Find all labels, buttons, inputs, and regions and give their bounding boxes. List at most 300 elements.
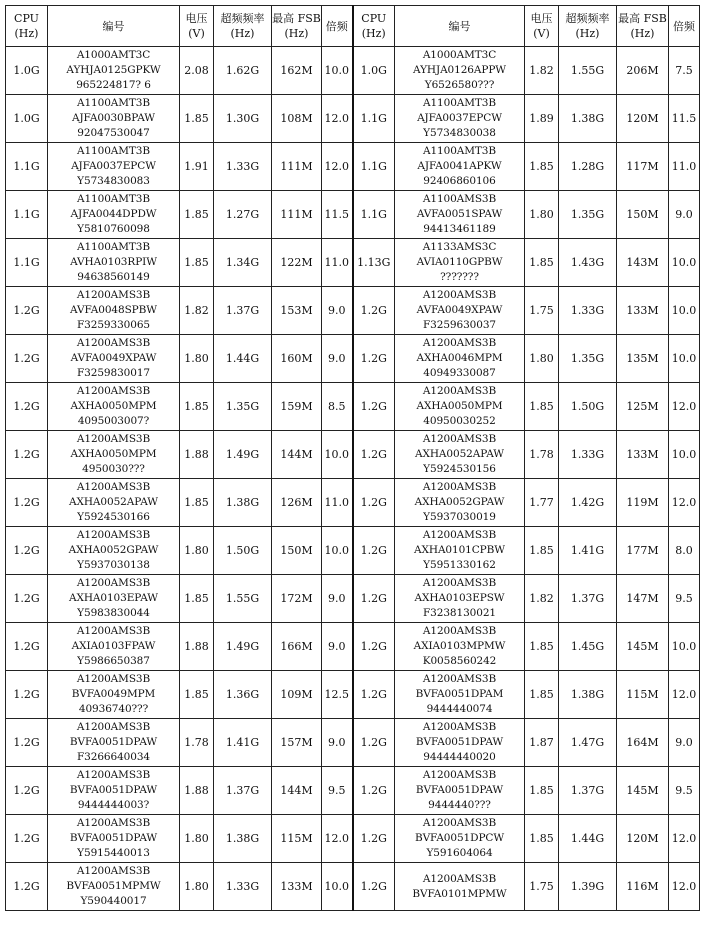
cpu-freq-cell-right: 1.2G [353,815,395,863]
header-cpu-left [6,6,48,47]
voltage-cell-right: 1.80 [525,191,559,239]
multiplier-cell-left: 9.0 [322,287,353,335]
code-cell-left [48,815,180,863]
oc-freq-cell-right: 1.35G [559,335,617,383]
oc-freq-cell-right: 1.28G [559,143,617,191]
multiplier-cell-right: 9.5 [669,575,700,623]
header-unit: (Hz) [284,27,309,40]
code-line: AYHJA0126APPW [413,64,506,76]
cpu-freq-cell-left: 1.2G [6,719,48,767]
code-line: Y5986650387 [77,655,150,667]
multiplier-cell-left: 10.0 [322,527,353,575]
max-fsb-cell-left: 162M [272,47,322,95]
code-cell-left [48,767,180,815]
code-line: A1200AMS3B [422,577,497,589]
table-row [6,575,700,623]
voltage-cell-left: 2.08 [180,47,214,95]
multiplier-cell-left: 12.0 [322,95,353,143]
max-fsb-cell-right: 145M [617,623,669,671]
code-cell-right [395,383,525,431]
code-cell-left [48,47,180,95]
code-line: Y5734830083 [77,175,150,187]
table-body [6,47,700,911]
voltage-cell-right: 1.85 [525,767,559,815]
oc-freq-cell-left: 1.62G [214,47,272,95]
code-line: AXHA0050MPM [70,448,157,460]
code-line: A1200AMS3B [76,769,151,781]
code-line: A1100AMT3B [76,97,151,109]
max-fsb-cell-left: 172M [272,575,322,623]
code-line: Y5924530166 [77,511,150,523]
code-line: AVIA0110GPBW [416,256,503,268]
cpu-freq-cell-right: 1.2G [353,479,395,527]
header-row [6,6,700,47]
multiplier-cell-left: 9.0 [322,575,353,623]
table-row [6,527,700,575]
table-row [6,719,700,767]
code-line: A1200AMS3B [76,865,151,877]
oc-freq-cell-right: 1.41G [559,527,617,575]
code-cell-left [48,431,180,479]
multiplier-cell-left: 9.0 [322,335,353,383]
header-max-fsb-left [272,6,322,47]
table-row [6,431,700,479]
voltage-cell-right: 1.75 [525,287,559,335]
code-line: A1200AMS3B [422,721,497,733]
code-line: Y591604064 [426,847,493,859]
voltage-cell-right: 1.85 [525,671,559,719]
code-line: BVFA0051DPAW [69,784,158,796]
code-line: 94638560149 [77,271,150,283]
multiplier-cell-right: 10.0 [669,623,700,671]
code-line: A1200AMS3B [76,625,151,637]
multiplier-cell-right: 12.0 [669,863,700,911]
voltage-cell-left: 1.80 [180,863,214,911]
multiplier-cell-right: 12.0 [669,479,700,527]
code-cell-left [48,479,180,527]
multiplier-cell-left: 10.0 [322,47,353,95]
oc-freq-cell-right: 1.50G [559,383,617,431]
code-cell-right [395,767,525,815]
code-line: 94413461189 [423,223,496,235]
multiplier-cell-right: 9.5 [669,767,700,815]
code-cell-left [48,575,180,623]
voltage-cell-right: 1.85 [525,815,559,863]
cpu-overclock-table [5,5,700,911]
cpu-freq-cell-right: 1.2G [353,719,395,767]
cpu-freq-cell-right: 1.2G [353,431,395,479]
max-fsb-cell-left: 109M [272,671,322,719]
code-line: 40950030252 [423,415,496,427]
max-fsb-cell-right: 177M [617,527,669,575]
oc-freq-cell-left: 1.55G [214,575,272,623]
cpu-freq-cell-left: 1.2G [6,815,48,863]
voltage-cell-left: 1.85 [180,479,214,527]
code-line: 9444440??? [428,799,491,811]
cpu-freq-cell-left: 1.2G [6,671,48,719]
multiplier-cell-right: 9.0 [669,719,700,767]
code-line: A1200AMS3B [422,529,497,541]
cpu-freq-cell-right: 1.1G [353,95,395,143]
table-row [6,143,700,191]
multiplier-cell-left: 8.5 [322,383,353,431]
cpu-freq-cell-left: 1.2G [6,335,48,383]
voltage-cell-left: 1.88 [180,431,214,479]
oc-freq-cell-left: 1.33G [214,143,272,191]
multiplier-cell-right: 8.0 [669,527,700,575]
header-label: 电压 [530,12,553,25]
code-line: AXIA0103FPAW [71,640,156,652]
code-line: AVFA0049XPAW [416,304,503,316]
code-line: A1200AMS3B [422,481,497,493]
header-voltage-left [180,6,214,47]
cpu-freq-cell-right: 1.2G [353,623,395,671]
max-fsb-cell-right: 206M [617,47,669,95]
multiplier-cell-right: 12.0 [669,383,700,431]
code-line: BVFA0051DPAW [69,736,158,748]
table-row [6,671,700,719]
max-fsb-cell-right: 164M [617,719,669,767]
header-unit: (Hz) [14,27,39,40]
oc-freq-cell-right: 1.37G [559,575,617,623]
voltage-cell-right: 1.82 [525,47,559,95]
max-fsb-cell-left: 153M [272,287,322,335]
max-fsb-cell-right: 120M [617,95,669,143]
code-line: Y5915440013 [77,847,150,859]
code-line: A1100AMS3B [422,193,497,205]
code-line: A1000AMT3C [422,49,497,61]
code-line: Y5810760098 [77,223,150,235]
code-line: ??????? [440,271,479,283]
code-cell-left [48,239,180,287]
code-cell-right [395,719,525,767]
table-header [6,6,700,47]
cpu-freq-cell-left: 1.1G [6,239,48,287]
code-cell-left [48,863,180,911]
header-label: 超频频率 [220,12,265,25]
max-fsb-cell-left: 126M [272,479,322,527]
code-cell-right [395,623,525,671]
header-label: CPU [14,12,39,25]
cpu-freq-cell-right: 1.2G [353,863,395,911]
code-cell-left [48,623,180,671]
voltage-cell-left: 1.85 [180,95,214,143]
oc-freq-cell-left: 1.44G [214,335,272,383]
voltage-cell-right: 1.85 [525,383,559,431]
code-line: A1200AMS3B [76,289,151,301]
code-line: 94444440020 [423,751,496,763]
header-unit: (Hz) [630,27,655,40]
max-fsb-cell-left: 150M [272,527,322,575]
code-line: F3259330065 [77,319,150,331]
header-multiplier-right [669,6,700,47]
code-cell-right [395,863,525,911]
cpu-freq-cell-left: 1.2G [6,479,48,527]
cpu-freq-cell-left: 1.2G [6,575,48,623]
code-line: 965224817? 6 [76,79,151,91]
code-cell-right [395,287,525,335]
oc-freq-cell-right: 1.37G [559,767,617,815]
oc-freq-cell-left: 1.49G [214,431,272,479]
voltage-cell-right: 1.89 [525,95,559,143]
cpu-freq-cell-right: 1.1G [353,143,395,191]
code-line: BVFA0101MPMW [412,887,507,900]
code-line: BVFA0051DPAW [415,736,504,748]
code-cell-left [48,671,180,719]
code-line: AXIA0103MPMW [413,640,506,652]
max-fsb-cell-right: 145M [617,767,669,815]
header-label: CPU [361,12,387,25]
table-row [6,47,700,95]
cpu-overclock-table-wrapper [5,5,699,927]
oc-freq-cell-left: 1.41G [214,719,272,767]
code-line: AXHA0050MPM [416,400,503,412]
code-cell-left [48,143,180,191]
code-line: F3259830017 [77,367,150,379]
code-cell-right [395,431,525,479]
code-line: A1100AMT3B [422,97,497,109]
code-cell-left [48,383,180,431]
cpu-freq-cell-left: 1.0G [6,95,48,143]
multiplier-cell-left: 9.0 [322,623,353,671]
cpu-freq-cell-right: 1.2G [353,767,395,815]
code-line: AJFA0037EPCW [417,112,502,124]
code-line: AXHA0052GPAW [68,544,159,556]
header-max-fsb-right [617,6,669,47]
code-line: A1200AMS3B [422,872,497,885]
multiplier-cell-left: 11.0 [322,239,353,287]
oc-freq-cell-left: 1.37G [214,287,272,335]
voltage-cell-right: 1.85 [525,527,559,575]
multiplier-cell-right: 7.5 [669,47,700,95]
max-fsb-cell-left: 122M [272,239,322,287]
code-cell-right [395,575,525,623]
max-fsb-cell-right: 135M [617,335,669,383]
cpu-freq-cell-left: 1.2G [6,863,48,911]
code-cell-left [48,95,180,143]
voltage-cell-left: 1.85 [180,383,214,431]
code-line: BVFA0051DPCW [414,832,505,844]
multiplier-cell-right: 9.0 [669,191,700,239]
cpu-freq-cell-left: 1.2G [6,431,48,479]
code-line: Y6526580??? [424,79,495,91]
cpu-freq-cell-right: 1.2G [353,527,395,575]
cpu-freq-cell-right: 1.2G [353,287,395,335]
code-cell-right [395,671,525,719]
voltage-cell-right: 1.80 [525,335,559,383]
voltage-cell-right: 1.75 [525,863,559,911]
header-label: 编号 [102,19,125,33]
code-cell-left [48,287,180,335]
oc-freq-cell-right: 1.39G [559,863,617,911]
table-row [6,863,700,911]
code-line: 92047530047 [77,127,150,139]
cpu-freq-cell-left: 1.2G [6,383,48,431]
multiplier-cell-left: 10.0 [322,863,353,911]
code-line: AVFA0049XPAW [70,352,157,364]
code-line: BVFA0051DPAM [415,688,504,700]
code-line: A1200AMS3B [422,817,497,829]
code-cell-right [395,335,525,383]
oc-freq-cell-left: 1.50G [214,527,272,575]
max-fsb-cell-right: 116M [617,863,669,911]
max-fsb-cell-left: 111M [272,143,322,191]
code-cell-right [395,191,525,239]
table-row [6,191,700,239]
multiplier-cell-right: 10.0 [669,239,700,287]
header-label: 最高 FSB [272,12,321,25]
code-cell-right [395,479,525,527]
voltage-cell-left: 1.80 [180,815,214,863]
header-cpu-right [353,6,395,47]
oc-freq-cell-left: 1.38G [214,815,272,863]
code-line: A1200AMS3B [422,337,497,349]
code-line: A1200AMS3B [76,721,151,733]
code-line: BVFA0051MPMW [66,880,161,892]
code-line: AXHA0046MPM [416,352,503,364]
header-voltage-right [525,6,559,47]
code-line: A1000AMT3C [76,49,151,61]
code-line: K0058560242 [422,655,497,667]
code-line: AXHA0052APAW [69,496,158,508]
code-line: AJFA0041APKW [417,160,502,172]
code-line: A1200AMS3B [76,817,151,829]
code-cell-left [48,191,180,239]
header-label: 超频频率 [565,12,610,25]
code-line: AXHA0052GPAW [414,496,505,508]
multiplier-cell-right: 11.5 [669,95,700,143]
header-label: 编号 [448,19,471,33]
code-line: Y5983830044 [77,607,150,619]
code-line: AXHA0101CPBW [414,544,505,556]
code-line: 92406860106 [423,175,496,187]
voltage-cell-right: 1.77 [525,479,559,527]
cpu-freq-cell-right: 1.2G [353,335,395,383]
table-row [6,239,700,287]
code-line: AXHA0103EPAW [68,592,159,604]
code-cell-left [48,527,180,575]
code-line: Y590440017 [80,895,147,907]
oc-freq-cell-left: 1.27G [214,191,272,239]
code-line: A1200AMS3B [76,337,151,349]
code-line: BVFA0049MPM [71,688,156,700]
code-line: AVHA0103RPIW [70,256,157,268]
header-code-left [48,6,180,47]
cpu-freq-cell-right: 1.2G [353,383,395,431]
header-label: 电压 [185,12,208,25]
oc-freq-cell-right: 1.45G [559,623,617,671]
code-line: A1200AMS3B [76,577,151,589]
voltage-cell-left: 1.91 [180,143,214,191]
max-fsb-cell-left: 159M [272,383,322,431]
code-line: Y5937030019 [423,511,496,523]
oc-freq-cell-right: 1.38G [559,671,617,719]
code-line: A1100AMT3B [76,145,151,157]
code-line: F3266640034 [77,751,150,763]
oc-freq-cell-left: 1.34G [214,239,272,287]
code-cell-right [395,239,525,287]
code-line: A1133AMS3C [422,241,497,253]
voltage-cell-left: 1.85 [180,575,214,623]
code-cell-right [395,143,525,191]
code-line: 40949330087 [423,367,496,379]
max-fsb-cell-left: 166M [272,623,322,671]
max-fsb-cell-right: 150M [617,191,669,239]
max-fsb-cell-left: 108M [272,95,322,143]
header-label: 倍频 [325,19,348,33]
code-line: Y5734830038 [423,127,496,139]
header-unit: (Hz) [361,27,386,40]
cpu-freq-cell-right: 1.1G [353,191,395,239]
code-line: F3238130021 [423,607,496,619]
table-row [6,767,700,815]
table-row [6,623,700,671]
oc-freq-cell-left: 1.33G [214,863,272,911]
table-row [6,383,700,431]
oc-freq-cell-right: 1.33G [559,287,617,335]
voltage-cell-left: 1.80 [180,527,214,575]
multiplier-cell-left: 12.0 [322,815,353,863]
code-line: 4950030??? [82,463,145,475]
multiplier-cell-right: 10.0 [669,335,700,383]
table-row [6,479,700,527]
voltage-cell-right: 1.85 [525,239,559,287]
code-cell-right [395,47,525,95]
header-multiplier-left [322,6,353,47]
cpu-freq-cell-left: 1.2G [6,287,48,335]
header-unit: (Hz) [575,27,600,40]
code-line: Y5924530156 [423,463,496,475]
multiplier-cell-right: 10.0 [669,287,700,335]
max-fsb-cell-left: 111M [272,191,322,239]
max-fsb-cell-left: 157M [272,719,322,767]
voltage-cell-left: 1.78 [180,719,214,767]
multiplier-cell-right: 12.0 [669,671,700,719]
code-cell-right [395,815,525,863]
code-line: A1200AMS3B [422,625,497,637]
code-cell-right [395,527,525,575]
oc-freq-cell-right: 1.43G [559,239,617,287]
voltage-cell-right: 1.87 [525,719,559,767]
multiplier-cell-left: 11.5 [322,191,353,239]
oc-freq-cell-right: 1.55G [559,47,617,95]
multiplier-cell-right: 10.0 [669,431,700,479]
table-row [6,815,700,863]
cpu-freq-cell-left: 1.2G [6,623,48,671]
cpu-freq-cell-left: 1.2G [6,767,48,815]
voltage-cell-right: 1.82 [525,575,559,623]
header-unit: (V) [533,27,550,40]
oc-freq-cell-left: 1.49G [214,623,272,671]
code-line: A1200AMS3B [422,385,497,397]
oc-freq-cell-right: 1.38G [559,95,617,143]
max-fsb-cell-right: 133M [617,287,669,335]
code-line: A1200AMS3B [76,481,151,493]
voltage-cell-right: 1.85 [525,143,559,191]
cpu-freq-cell-right: 1.2G [353,575,395,623]
table-row [6,335,700,383]
voltage-cell-left: 1.80 [180,335,214,383]
oc-freq-cell-right: 1.47G [559,719,617,767]
oc-freq-cell-left: 1.37G [214,767,272,815]
header-label: 最高 FSB [618,12,667,25]
code-line: AXHA0050MPM [70,400,157,412]
max-fsb-cell-left: 133M [272,863,322,911]
code-line: A1200AMS3B [76,673,151,685]
code-cell-left [48,719,180,767]
oc-freq-cell-left: 1.30G [214,95,272,143]
code-line: A1200AMS3B [422,289,497,301]
